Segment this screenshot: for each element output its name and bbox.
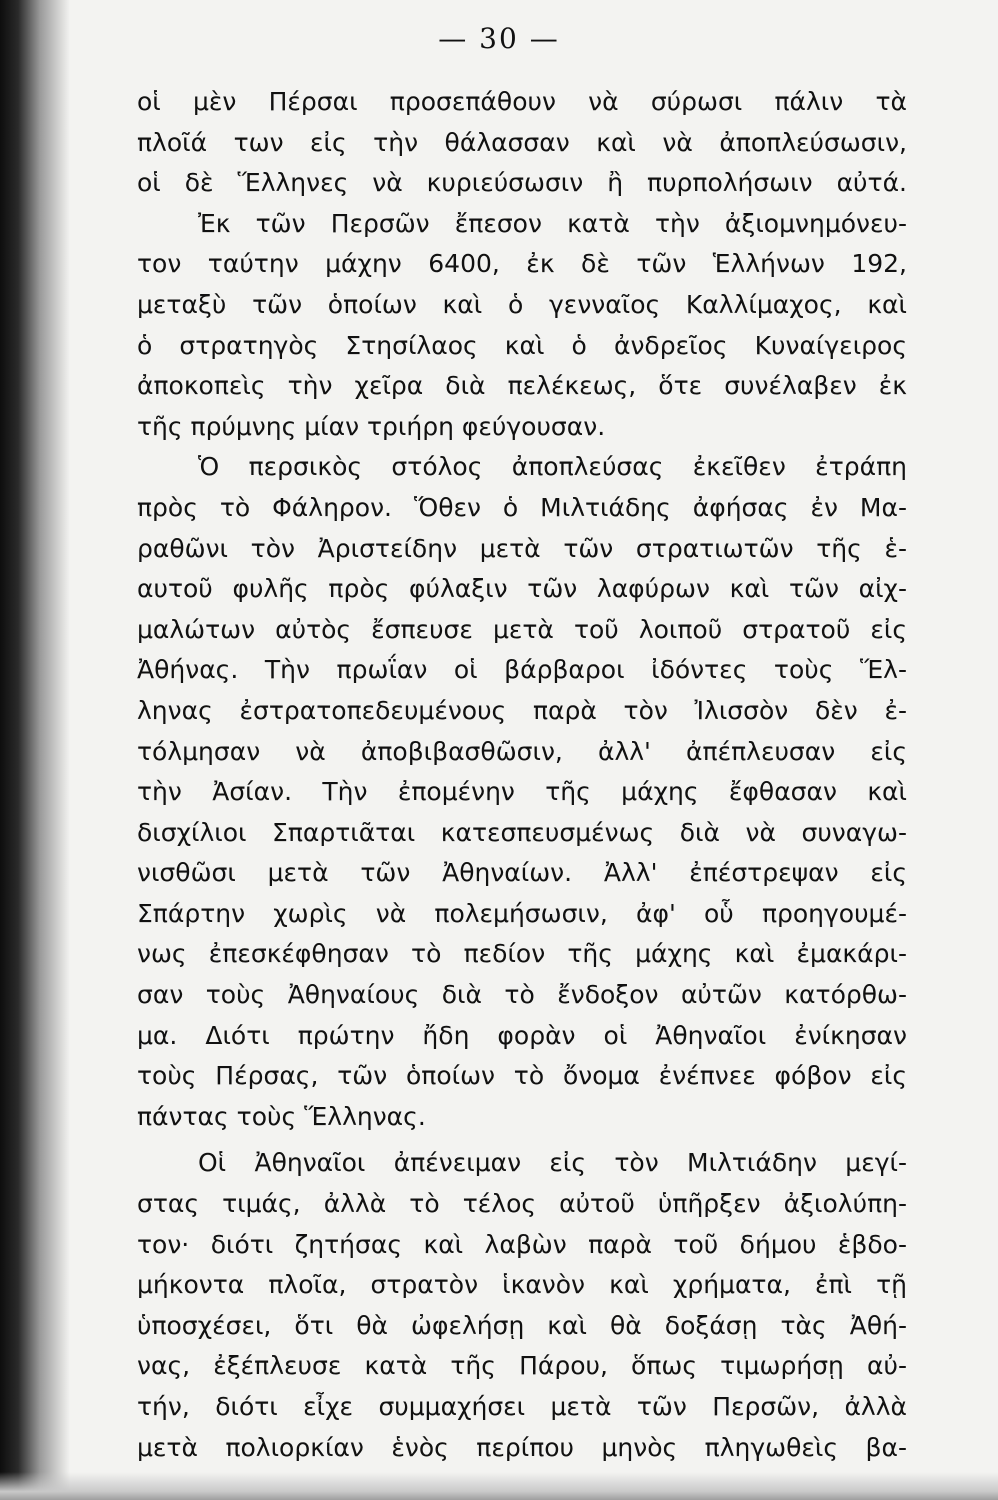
text-line: πρὸς τὸ Φάληρον. Ὅθεν ὁ Μιλτιάδης ἀφήσας ἐν Μα-: [137, 492, 907, 522]
text-line: νισθῶσι μετὰ τῶν Ἀθηναίων. Ἀλλ' ἐπέστρεψαν εἰς: [137, 858, 907, 888]
text-line: μεταξὺ τῶν ὁποίων καὶ ὁ γενναῖος Καλλίμαχος, καὶ: [137, 289, 907, 319]
text-line: τον· διότι ζητήσας καὶ λαβὼν παρὰ τοῦ δήμου ἑβδο-: [137, 1229, 907, 1259]
text-line: τον ταύτην μάχην 6400, ἐκ δὲ τῶν Ἑλλήνων 192,: [137, 249, 907, 279]
text-line: πάντας τοὺς Ἕλληνας.: [137, 1101, 426, 1131]
body-text: [137, 82, 907, 1468]
text-line: στας τιμάς, ἀλλὰ τὸ τέλος αὐτοῦ ὑπῆρξεν ἀξιολύπη-: [137, 1189, 907, 1219]
text-line: ἀποκοπεὶς τὴν χεῖρα διὰ πελέκεως, ὅτε συνέλαβεν ἐκ: [137, 371, 907, 401]
text-line: ὁ στρατηγὸς Στησίλαος καὶ ὁ ἀνδρεῖος Κυναίγειρος: [137, 330, 907, 360]
text-line: τήν, διότι εἶχε συμμαχήσει μετὰ τῶν Περσῶν, ἀλλὰ: [137, 1392, 907, 1421]
text-line: αυτοῦ φυλῆς πρὸς φύλαξιν τῶν λαφύρων καὶ τῶν αἰχ-: [137, 574, 907, 604]
text-line: τὴν Ἀσίαν. Τὴν ἐπομένην τῆς μάχης ἔφθασαν καὶ: [137, 777, 907, 807]
text-line: πλοῖά των εἰς τὴν θάλασσαν καὶ νὰ ἀποπλεύσωσιν,: [137, 127, 907, 157]
text-line: ραθῶνι τὸν Ἀριστείδην μετὰ τῶν στρατιωτῶν τῆς ἑ-: [137, 533, 907, 563]
text-line: Ὁ περσικὸς στόλος ἀποπλεύσας ἐκεῖθεν ἐτράπη: [198, 452, 907, 482]
text-line: οἱ μὲν Πέρσαι προσεπάθουν νὰ σύρωσι πάλιν τὰ: [137, 87, 907, 116]
text-line: Οἱ Ἀθηναῖοι ἀπένειμαν εἰς τὸν Μιλτιάδην μεγί-: [198, 1148, 907, 1178]
text-line: μήκοντα πλοῖα, στρατὸν ἱκανὸν καὶ χρήματα, ἐπὶ τῇ: [137, 1270, 907, 1300]
text-line: μαλώτων αὐτὸς ἔσπευσε μετὰ τοῦ λοιποῦ στρατοῦ εἰς: [137, 614, 907, 644]
text-line: μα. Διότι πρώτην ἤδη φορὰν οἱ Ἀθηναῖοι ἐνίκησαν: [137, 1020, 907, 1050]
text-line: οἱ δὲ Ἕλληνες νὰ κυριεύσωσιν ἢ πυρπολήσωιν αὐτά.: [137, 168, 907, 198]
text-line: τῆς πρύμνης μίαν τριήρη φεύγουσαν.: [137, 411, 606, 441]
text-line: Ἀθήνας. Τὴν πρωΐαν οἱ βάρβαροι ἰδόντες τοὺς Ἕλ-: [137, 655, 907, 685]
page-number: — 30 —: [438, 22, 560, 55]
text-line: τοὺς Πέρσας, τῶν ὁποίων τὸ ὄνομα ἐνέπνεε φόβον εἰς: [137, 1061, 907, 1091]
text-line: Ἐκ τῶν Περσῶν ἔπεσον κατὰ τὴν ἀξιομνημόνευ-: [198, 208, 907, 238]
text-line: μετὰ πολιορκίαν ἑνὸς περίπου μηνὸς πληγωθεὶς βα-: [137, 1432, 907, 1462]
text-line: σαν τοὺς Ἀθηναίους διὰ τὸ ἔνδοξον αὐτῶν κατόρθω-: [137, 980, 907, 1010]
binding-shadow: [0, 0, 70, 1500]
page-bottom-edge: [0, 1472, 998, 1500]
text-line: ὑποσχέσει, ὅτι θὰ ὠφελήσῃ καὶ θὰ δοξάσῃ τὰς Ἀθή-: [137, 1310, 907, 1340]
text-line: τόλμησαν νὰ ἀποβιβασθῶσιν, ἀλλ' ἀπέπλευσαν εἰς: [137, 736, 907, 766]
text-line: ληνας ἐστρατοπεδευμένους παρὰ τὸν Ἰλισσὸν δὲν ἐ-: [137, 695, 907, 725]
text-line: δισχίλιοι Σπαρτιᾶται κατεσπευσμένως διὰ νὰ συναγω-: [137, 817, 907, 847]
text-line: Σπάρτην χωρὶς νὰ πολεμήσωσιν, ἀφ' οὗ προηγουμέ-: [137, 898, 907, 928]
text-line: νως ἐπεσκέφθησαν τὸ πεδίον τῆς μάχης καὶ ἐμακάρι-: [137, 939, 907, 969]
text-line: νας, ἐξέπλευσε κατὰ τῆς Πάρου, ὅπως τιμωρήσῃ αὐ-: [137, 1351, 907, 1381]
